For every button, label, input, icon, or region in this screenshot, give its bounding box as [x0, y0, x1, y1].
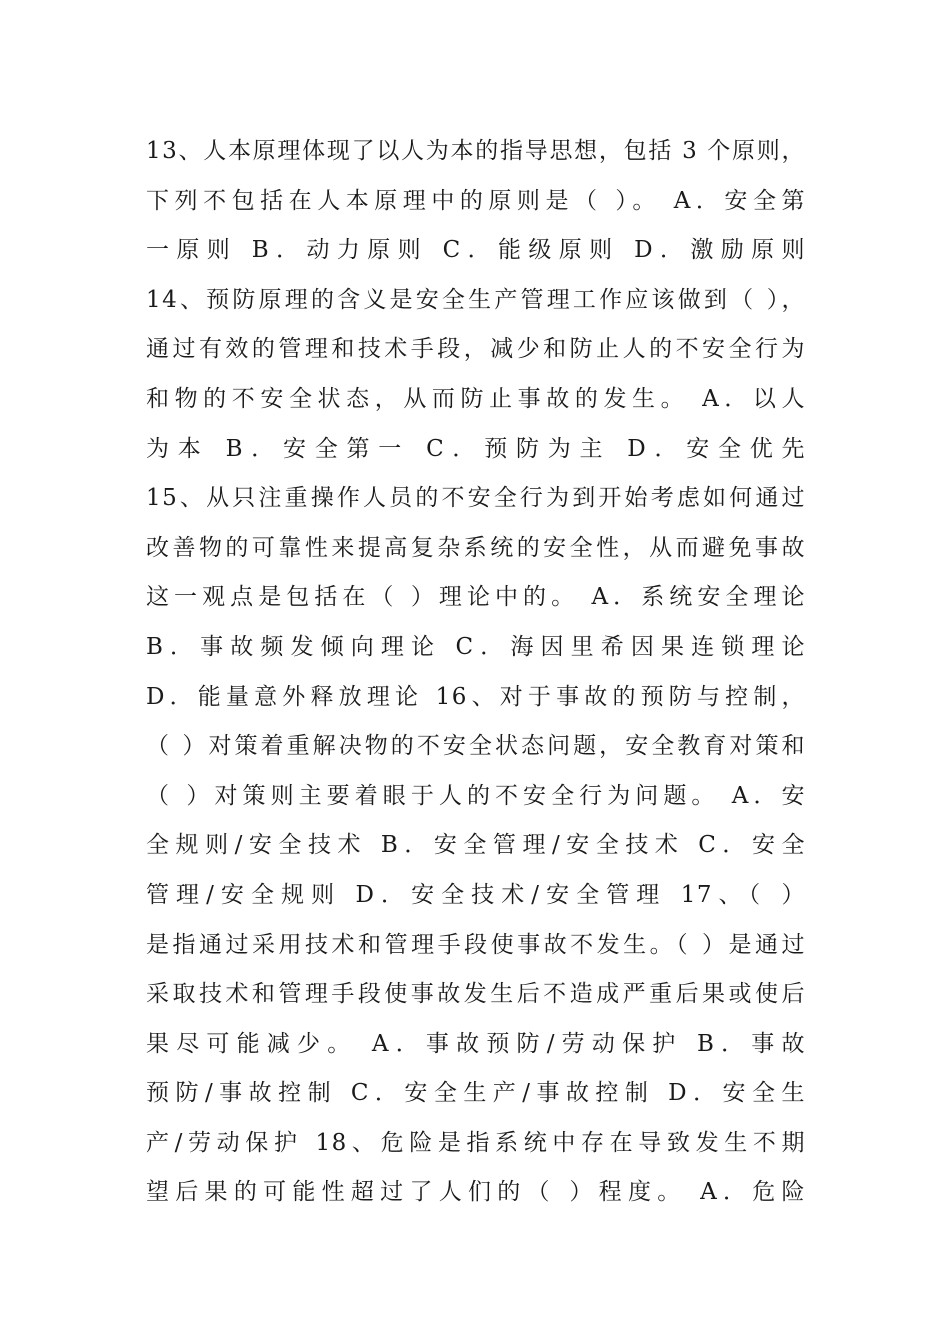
text-line: 采取技术和管理手段使事故发生后不造成严重后果或使后	[146, 981, 806, 1008]
text-line: 13、人本原理体现了以人为本的指导思想，包括 3 个原则，	[146, 138, 806, 164]
text-line: 14、预防原理的含义是安全生产管理工作应该做到（ ），	[146, 286, 806, 313]
text-line: 预防/事故控制 C．安全生产/事故控制 D．安全生	[146, 1080, 806, 1107]
text-line: 果尽可能减少。 A．事故预防/劳动保护 B．事故	[146, 1030, 806, 1057]
text-line: 为本 B．安全第一 C．预防为主 D．安全优先	[146, 435, 806, 462]
text-line: 通过有效的管理和技术手段，减少和防止人的不安全行为	[146, 336, 806, 363]
text-line: 和物的不安全状态，从而防止事故的发生。 A．以人	[146, 385, 806, 412]
text-line: D．能量意外释放理论 16、对于事故的预防与控制，	[146, 683, 806, 710]
text-line: 这一观点是包括在（ ）理论中的。 A．系统安全理论	[146, 584, 806, 611]
text-line: 下列不包括在人本原理中的原则是（ ）。 A．安全第	[146, 187, 806, 214]
text-line: 全规则/安全技术 B．安全管理/安全技术 C．安全	[146, 832, 806, 859]
text-line: 望后果的可能性超过了人们的（ ）程度。 A．危险	[146, 1179, 806, 1206]
text-line: （ ）对策着重解决物的不安全状态问题，安全教育对策和	[146, 733, 806, 760]
text-line: （ ）对策则主要着眼于人的不安全行为问题。 A．安	[146, 782, 806, 809]
text-line: B．事故频发倾向理论 C．海因里希因果连锁理论	[146, 633, 806, 660]
text-line: 改善物的可靠性来提高复杂系统的安全性，从而避免事故	[146, 534, 806, 561]
text-line: 15、从只注重操作人员的不安全行为到开始考虑如何通过	[146, 485, 806, 512]
document-body	[146, 127, 806, 1218]
text-line: 管理/安全规则 D．安全技术/安全管理 17、（ ）	[146, 881, 806, 908]
text-line: 产/劳动保护 18、危险是指系统中存在导致发生不期	[146, 1129, 806, 1156]
text-line: 一原则 B．动力原则 C．能级原则 D．激励原则	[146, 237, 806, 264]
text-line: 是指通过采用技术和管理手段使事故不发生。（ ）是通过	[146, 931, 806, 958]
